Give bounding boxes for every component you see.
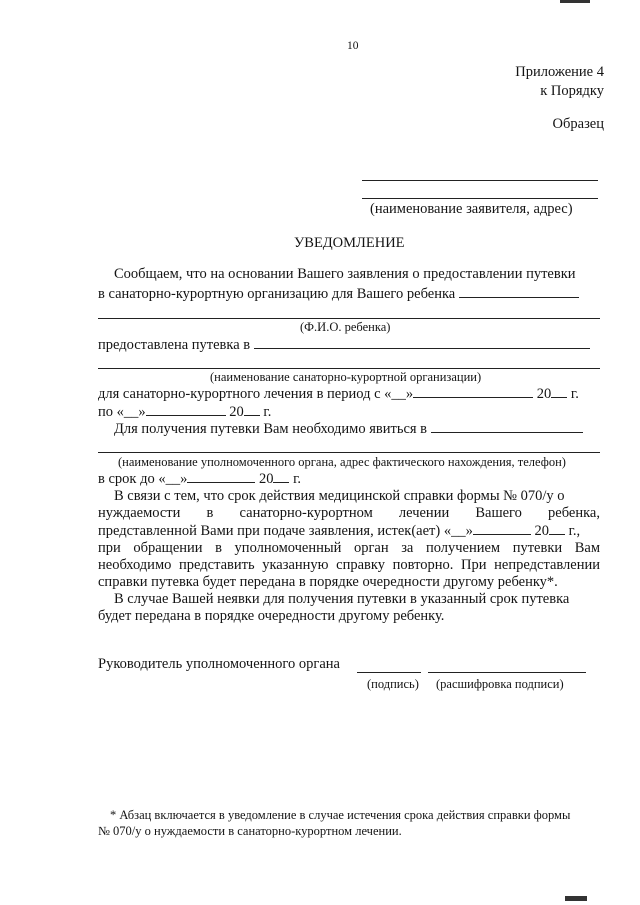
p3-word: Вашего	[475, 505, 522, 521]
p3-word: ребенка,	[548, 505, 600, 521]
p3-line5: необходимо представить указанную справку повторно. При непредставлении	[98, 557, 600, 573]
document-title: УВЕДОМЛЕНИЕ	[294, 235, 405, 251]
applicant-line-1	[362, 180, 598, 181]
p3-line2	[98, 505, 600, 522]
order-label: к Порядку	[540, 83, 604, 99]
signature-label: Руководитель уполномоченного органа	[98, 656, 340, 672]
footnote-line2: № 070/у о нуждаемости в санаторно-курортном лечении.	[98, 824, 402, 838]
signature-line	[357, 672, 421, 673]
p3-word: санаторно-курортном	[239, 505, 373, 521]
page-number: 10	[347, 40, 359, 52]
voucher-provided-line: предоставлена путевка в	[98, 336, 590, 354]
appear-line: Для получения путевки Вам необходимо явиться в	[114, 420, 583, 438]
p3-word: в	[206, 505, 214, 521]
p3-word: нуждаемости	[98, 505, 181, 521]
p4-line2: будет передана в порядке очередности другому ребенку.	[98, 608, 445, 624]
authority-line	[98, 452, 600, 453]
p3-word: лечении	[398, 505, 450, 521]
scan-mark-bottom	[565, 896, 587, 901]
period-to-line: по «__» 20 г.	[98, 404, 272, 420]
p4-line1: В случае Вашей неявки для получения путевки в указанный срок путевка	[114, 591, 570, 607]
scan-mark-top	[560, 0, 590, 3]
p1-line2: в санаторно-курортную организацию для Вашего ребенка	[98, 285, 579, 303]
footnote-line1: * Абзац включается в уведомление в случае истечения срока действия справки формы	[110, 808, 571, 822]
p3-line3: представленной Вами при подаче заявления, истек(ает) «__» 20 г.,	[98, 523, 581, 539]
child-caption: (Ф.И.О. ребенка)	[300, 320, 391, 334]
child-name-line	[98, 318, 600, 319]
org-caption: (наименование санаторно-курортной организации)	[210, 370, 482, 384]
org-line	[98, 368, 600, 369]
signature-decode-caption: (расшифровка подписи)	[436, 677, 564, 691]
p3-line4: при обращении в уполномоченный орган за получением путевки Вам	[98, 540, 600, 556]
applicant-line-2	[362, 198, 598, 199]
applicant-caption: (наименование заявителя, адрес)	[370, 201, 573, 217]
p3-line1: В связи с тем, что срок действия медицинской справки формы № 070/у о	[114, 488, 565, 504]
sample-label: Образец	[552, 116, 604, 132]
signature-caption: (подпись)	[367, 677, 419, 691]
deadline-line: в срок до «__» 20 г.	[98, 471, 302, 487]
signature-decode-line	[428, 672, 586, 673]
p1-line1: Сообщаем, что на основании Вашего заявления о предоставлении путевки	[114, 266, 576, 282]
appendix-label: Приложение 4	[515, 64, 604, 80]
period-line: для санаторно-курортного лечения в период с «__» 20 г.	[98, 386, 579, 402]
authority-caption: (наименование уполномоченного органа, адрес фактического нахождения, телефон)	[118, 455, 566, 469]
p3-line6: справки путевка будет передана в порядке очередности другому ребенку*.	[98, 574, 558, 590]
